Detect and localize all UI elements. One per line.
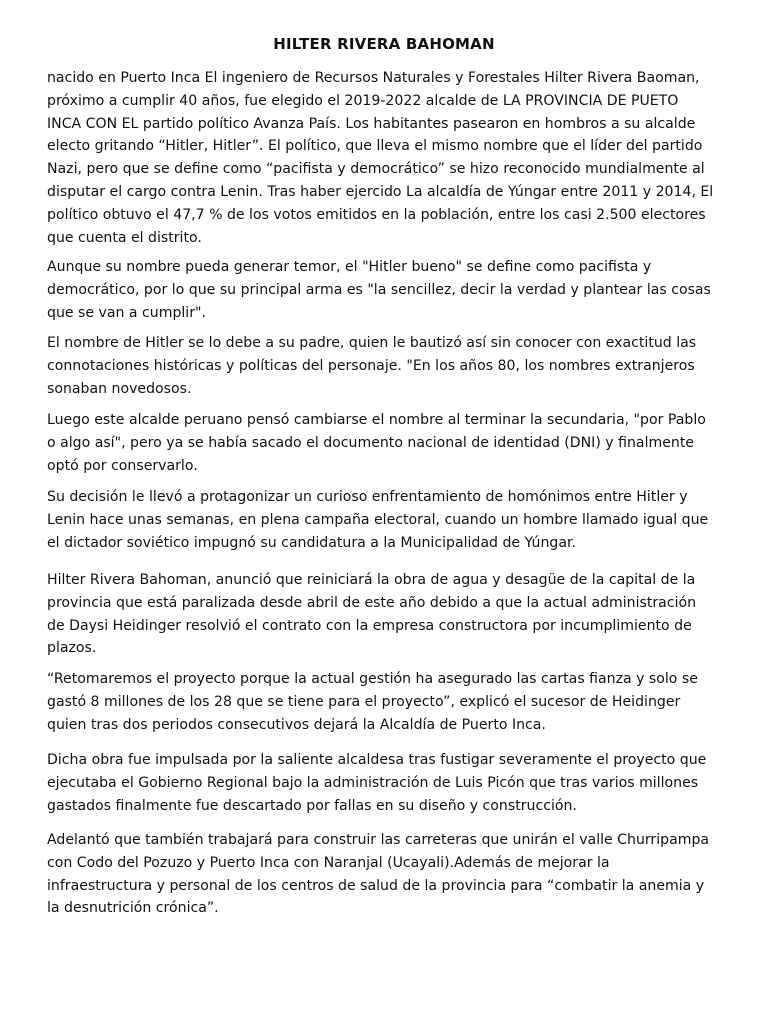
text-line: gastados finalmente fue descartado por fallas en su diseño y construcción. <box>47 797 577 814</box>
text-line: “Retomaremos el proyecto porque la actual gestión ha asegurado las cartas fianza y solo se <box>47 671 698 687</box>
text-line: político obtuvo el 47,7 % de los votos emitidos en la población, entre los casi 2.500 electores <box>47 206 706 223</box>
text-line: connotaciones históricas y políticas del personaje. "En los años 80, los nombres extranjeros <box>47 357 695 374</box>
text-line: ejecutaba el Gobierno Regional bajo la administración de Luis Picón que tras varios millones <box>47 774 699 791</box>
text-line: nacido en Puerto Inca El ingeniero de Recursos Naturales y Forestales Hilter Rivera Baoman, <box>47 70 700 86</box>
text-line: Su decisión le llevó a protagonizar un curioso enfrentamiento de homónimos entre Hitler y <box>47 489 688 505</box>
text-line: que cuenta el distrito. <box>47 229 202 246</box>
text-line: gastó 8 millones de los 28 que se tiene para el proyecto”, explicó el sucesor de Heidinger <box>47 693 681 710</box>
text-line: de Daysi Heidinger resolvió el contrato con la empresa constructora por incumplimiento de <box>47 617 692 634</box>
text-line: con Codo del Pozuzo y Puerto Inca con Naranjal (Ucayali).Además de mejorar la <box>47 854 610 871</box>
paragraph-6 <box>47 569 723 660</box>
text-line: Nazi, pero que se define como “pacifista y democrático” se hizo reconocido mundialmente al <box>47 161 705 178</box>
text-line: disputar el cargo contra Lenin. Tras haber ejercido La alcaldía de Yúngar entre 2011 y 2014, El <box>47 183 714 200</box>
text-line: Hilter Rivera Bahoman, anunció que reiniciará la obra de agua y desagüe de la capital de la <box>47 572 696 588</box>
paragraph-5 <box>47 486 723 554</box>
paragraph-9 <box>47 829 723 920</box>
text-line: INCA CON EL partido político Avanza País. Los habitantes pasearon en hombros a su alcalde <box>47 115 696 132</box>
text-line: Luego este alcalde peruano pensó cambiarse el nombre al terminar la secundaria, "por Pablo <box>47 412 706 428</box>
paragraph-8 <box>47 749 723 817</box>
paragraph-3 <box>47 332 723 400</box>
paragraph-1 <box>47 67 723 249</box>
text-line: sonaban novedosos. <box>47 380 192 397</box>
document-title: HILTER RIVERA BAHOMAN <box>273 35 495 53</box>
text-line: infraestructura y personal de los centros de salud de la provincia para “combatir la anemia y <box>47 877 705 894</box>
text-line: Lenin hace unas semanas, en plena campaña electoral, cuando un hombre llamado igual que <box>47 511 709 528</box>
paragraph-4 <box>47 409 723 477</box>
text-line: Dicha obra fue impulsada por la saliente alcaldesa tras fustigar severamente el proyecto que <box>47 752 707 768</box>
text-line: electo gritando “Hitler, Hitler”. El político, que lleva el mismo nombre que el líder del partido <box>47 138 703 155</box>
paragraph-7 <box>47 668 723 736</box>
text-line: que se van a cumplir". <box>47 304 206 321</box>
text-line: próximo a cumplir 40 años, fue elegido el 2019-2022 alcalde de LA PROVINCIA DE PUETO <box>47 92 679 109</box>
text-line: Aunque su nombre pueda generar temor, el "Hitler bueno" se define como pacifista y <box>47 259 652 275</box>
text-line: El nombre de Hitler se lo debe a su padre, quien le bautizó así sin conocer con exactitud las <box>47 335 697 351</box>
text-line: o algo así", pero ya se había sacado el documento nacional de identidad (DNI) y finalmente <box>47 434 695 451</box>
text-line: plazos. <box>47 640 97 657</box>
text-line: Adelantó que también trabajará para construir las carreteras que unirán el valle Churripampa <box>47 832 710 848</box>
text-line: provincia que está paralizada desde abril de este año debido a que la actual administración <box>47 594 697 611</box>
text-line: quien tras dos periodos consecutivos dejará la Alcaldía de Puerto Inca. <box>47 716 546 733</box>
text-line: optó por conservarlo. <box>47 457 198 474</box>
paragraph-2 <box>47 256 723 324</box>
text-line: la desnutrición crónica”. <box>47 900 219 917</box>
text-line: democrático, por lo que su principal arma es "la sencillez, decir la verdad y plantear las cosas <box>47 281 711 298</box>
text-line: el dictador soviético impugnó su candidatura a la Municipalidad de Yúngar. <box>47 534 576 551</box>
